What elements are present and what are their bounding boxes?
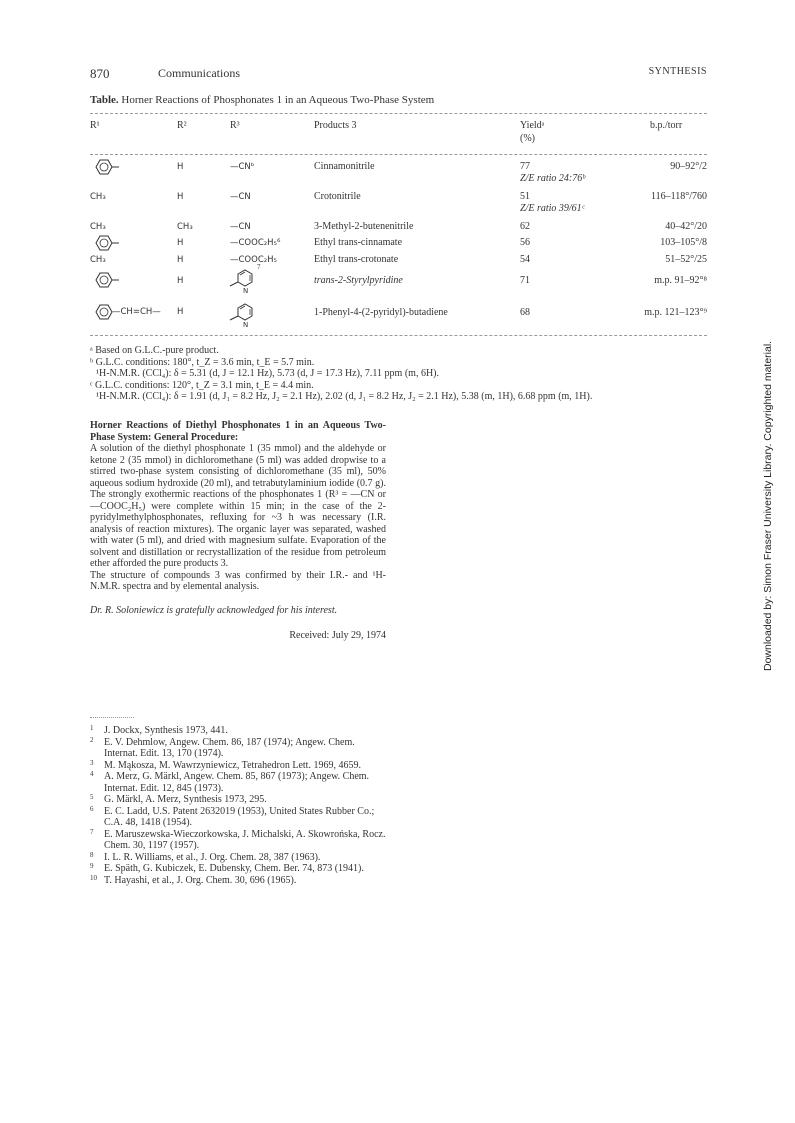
caption-text: Horner Reactions of Phosphonates 1 in an Aqueous Two-Phase System <box>121 94 435 106</box>
reference-item: 10 T. Hayashi, et al., J. Org. Chem. 30, 696 (1965). <box>90 873 297 886</box>
cell-yield-note: Z/E ratio 39/61ᶜ <box>520 203 585 214</box>
phenyl-ring-icon <box>92 158 122 176</box>
svg-text:N: N <box>243 287 249 295</box>
cell-product: 3-Methyl-2-butenenitrile <box>314 221 414 232</box>
cell-yield-note: Z/E ratio 24:76ᵇ <box>520 173 585 184</box>
cell-r3: —CN <box>230 222 251 232</box>
cell-r3: —CNᵇ <box>230 162 255 172</box>
cell-r2: H <box>177 307 184 317</box>
col-header-r1: R¹ <box>90 120 100 131</box>
cell-r1: CH₃ <box>90 192 106 202</box>
cell-product: Cinnamonitrile <box>314 161 375 172</box>
pyridyl-ring-icon <box>230 267 266 295</box>
reference-item: 3 M. Mąkosza, M. Wawrzyniewicz, Tetrahedron Lett. 1969, 4659. <box>90 758 361 771</box>
col-header-products: Products 3 <box>314 120 357 131</box>
cell-r3-note: 7 <box>257 263 261 271</box>
section-title: Communications <box>158 66 240 80</box>
cell-product: Crotonitrile <box>314 191 361 202</box>
cell-bp: m.p. 91–92°⁸ <box>654 275 707 286</box>
col-header-yield: Yieldᵃ <box>520 120 545 131</box>
procedure-heading: Horner Reactions of Diethyl Phosphonates 1 in an Aqueous Two-Phase System: General Procedure: <box>90 420 386 443</box>
table-row <box>90 263 707 297</box>
footnote: ¹H-N.M.R. (CCl₄): δ = 1.91 (d, J₁ = 8.2 Hz, J₂ = 2.1 Hz), 2.02 (d, J₁ = 8.2 Hz, J₂ = 2.1 Hz), 5.38 (m, 1H), 6.68 ppm (m, 1H). <box>96 391 593 402</box>
download-watermark: Downloaded by: Simon Fraser University Library. Copyrighted material. <box>762 340 774 671</box>
page-number: 870 <box>90 66 110 81</box>
footnote: ᶜ G.L.C. conditions: 120°, t_Z = 3.1 min, t_E = 4.4 min. <box>90 379 314 391</box>
table-bottom-rule <box>90 335 707 336</box>
cell-bp: 103–105°/8 <box>660 237 707 248</box>
table-row <box>90 301 707 331</box>
cell-product: Ethyl trans-cinnamate <box>314 237 403 248</box>
cell-r3: —CN <box>230 192 251 202</box>
footnote: ᵃ Based on G.L.C.-pure product. <box>90 345 219 356</box>
cell-yield: 77 <box>520 161 530 172</box>
cell-bp: 51–52°/25 <box>665 254 707 265</box>
references-list <box>90 725 386 886</box>
journal-name: SYNTHESIS <box>648 66 707 77</box>
cell-bp: 116–118°/760 <box>650 191 707 202</box>
reference-item: 1 J. Dockx, Synthesis 1973, 441. <box>90 724 228 736</box>
table-row <box>90 189 707 223</box>
phenyl-ring-icon <box>92 234 122 252</box>
reference-item: 2 E. V. Dehmlow, Angew. Chem. 86, 187 (1974); Angew. Chem. Internat. Edit. 13, 170 (1974). <box>90 735 355 759</box>
structure-note: The structure of compounds 3 was confirmed by their I.R.- and ¹H-N.M.R. spectra and by elemental analysis. <box>90 569 386 592</box>
cell-yield: 62 <box>520 221 530 232</box>
reference-item: 6 E. C. Ladd, U.S. Patent 2632019 (1953), United States Rubber Co.; C.A. 48, 1418 (1954). <box>90 804 375 828</box>
reference-item: 9 E. Späth, G. Kubiczek, E. Dubensky, Chem. Ber. 74, 873 (1941). <box>90 862 364 874</box>
cell-bp: 90–92°/2 <box>670 161 707 172</box>
col-header-yield-unit: (%) <box>520 133 535 144</box>
col-header-r2: R² <box>177 120 187 131</box>
cell-product: 1-Phenyl-4-(2-pyridyl)-butadiene <box>314 307 448 318</box>
procedure-section <box>90 420 386 642</box>
cell-yield: 56 <box>520 237 530 248</box>
table-row <box>90 252 707 270</box>
reference-item: 7 E. Maruszewska-Wieczorkowska, J. Michalski, A. Skowrońska, Rocz. Chem. 30, 1197 (1957). <box>90 827 386 851</box>
phenyl-ring-icon <box>92 271 122 289</box>
cell-r2: H <box>177 192 184 202</box>
cell-bp: m.p. 121–123°⁹ <box>644 307 707 318</box>
reference-item: 5 G. Märkl, A. Merz, Synthesis 1973, 295. <box>90 793 267 805</box>
cell-bp: 40–42°/20 <box>665 221 707 232</box>
table-row <box>90 235 707 253</box>
cell-r3: —COOC₂H₅⁶ <box>230 238 281 248</box>
reference-item: 4 A. Merz, G. Märkl, Angew. Chem. 85, 867 (1973); Angew. Chem. Internat. Edit. 12, 845 (1973). <box>90 770 370 794</box>
svg-text:N: N <box>243 321 249 329</box>
cell-product: trans-2-Styrylpyridine <box>314 275 403 286</box>
cell-r1: CH₃ <box>90 255 106 265</box>
procedure-text: A solution of the diethyl phosphonate 1 (35 mmol) and the aldehyde or ketone 2 (35 mmol) in dichloromethane (5 ml) was added dropwise to a stirred two-phase system consisting of dichloromethane (35 ml), 50% aqueous sodium hydroxide (20 ml), and tetrabutylaminium iodide (0.7 g). The strongly exothermic reactions of the phosphonates 1 (R³ = —CN or —COOC₂H₅) were complete within 15 min; in the case of the 2-pyridylmethylphosphonates, refluxing for ~3 h was necessary (I.R. analysis of reaction mixtures). The organic layer was separated, washed with water (5 ml), and dried with magnesium sulfate. Evaporation of the solvent and distillation or recrystallization of the residue from petroleum ether afforded the pure products 3. <box>90 443 386 569</box>
reference-item: 8 I. L. R. Williams, et al., J. Org. Chem. 28, 387 (1963). <box>90 850 321 863</box>
cell-r2: H <box>177 276 184 286</box>
cell-yield: 54 <box>520 254 530 265</box>
pyridyl-ring-icon <box>230 301 266 329</box>
cell-r3: —COOC₂H₅ <box>230 255 277 265</box>
received-date: Received: July 29, 1974 <box>289 630 386 641</box>
cell-product: Ethyl trans-crotonate <box>314 254 399 265</box>
cell-yield: 51 <box>520 191 530 202</box>
cell-r1: CH₃ <box>90 222 106 232</box>
acknowledgement: Dr. R. Soloniewicz is gratefully acknowledged for his interest. <box>90 604 338 616</box>
table-footnotes <box>90 345 710 403</box>
table-caption <box>90 94 434 106</box>
cell-r1: —CH=CH— <box>112 307 161 317</box>
footnote: ¹H-N.M.R. (CCl₄): δ = 5.31 (d, J = 12.1 Hz), 5.73 (d, J = 17.3 Hz), 7.11 ppm (m, 6H). <box>96 368 439 379</box>
caption-label: Table. <box>90 94 119 106</box>
references-divider <box>90 717 134 718</box>
cell-r2: H <box>177 255 184 265</box>
cell-yield: 68 <box>520 307 530 318</box>
table-top-rule <box>90 113 707 114</box>
cell-r2: CH₃ <box>177 222 193 232</box>
col-header-bp: b.p./torr <box>650 120 683 131</box>
cell-r2: H <box>177 162 184 172</box>
cell-r2: H <box>177 238 184 248</box>
cell-yield: 71 <box>520 275 530 286</box>
table-header-rule <box>90 154 707 155</box>
table-row <box>90 159 707 193</box>
footnote: ᵇ G.L.C. conditions: 180°, t_Z = 3.6 min, t_E = 5.7 min. <box>90 356 315 368</box>
col-header-r3: R³ <box>230 120 240 131</box>
